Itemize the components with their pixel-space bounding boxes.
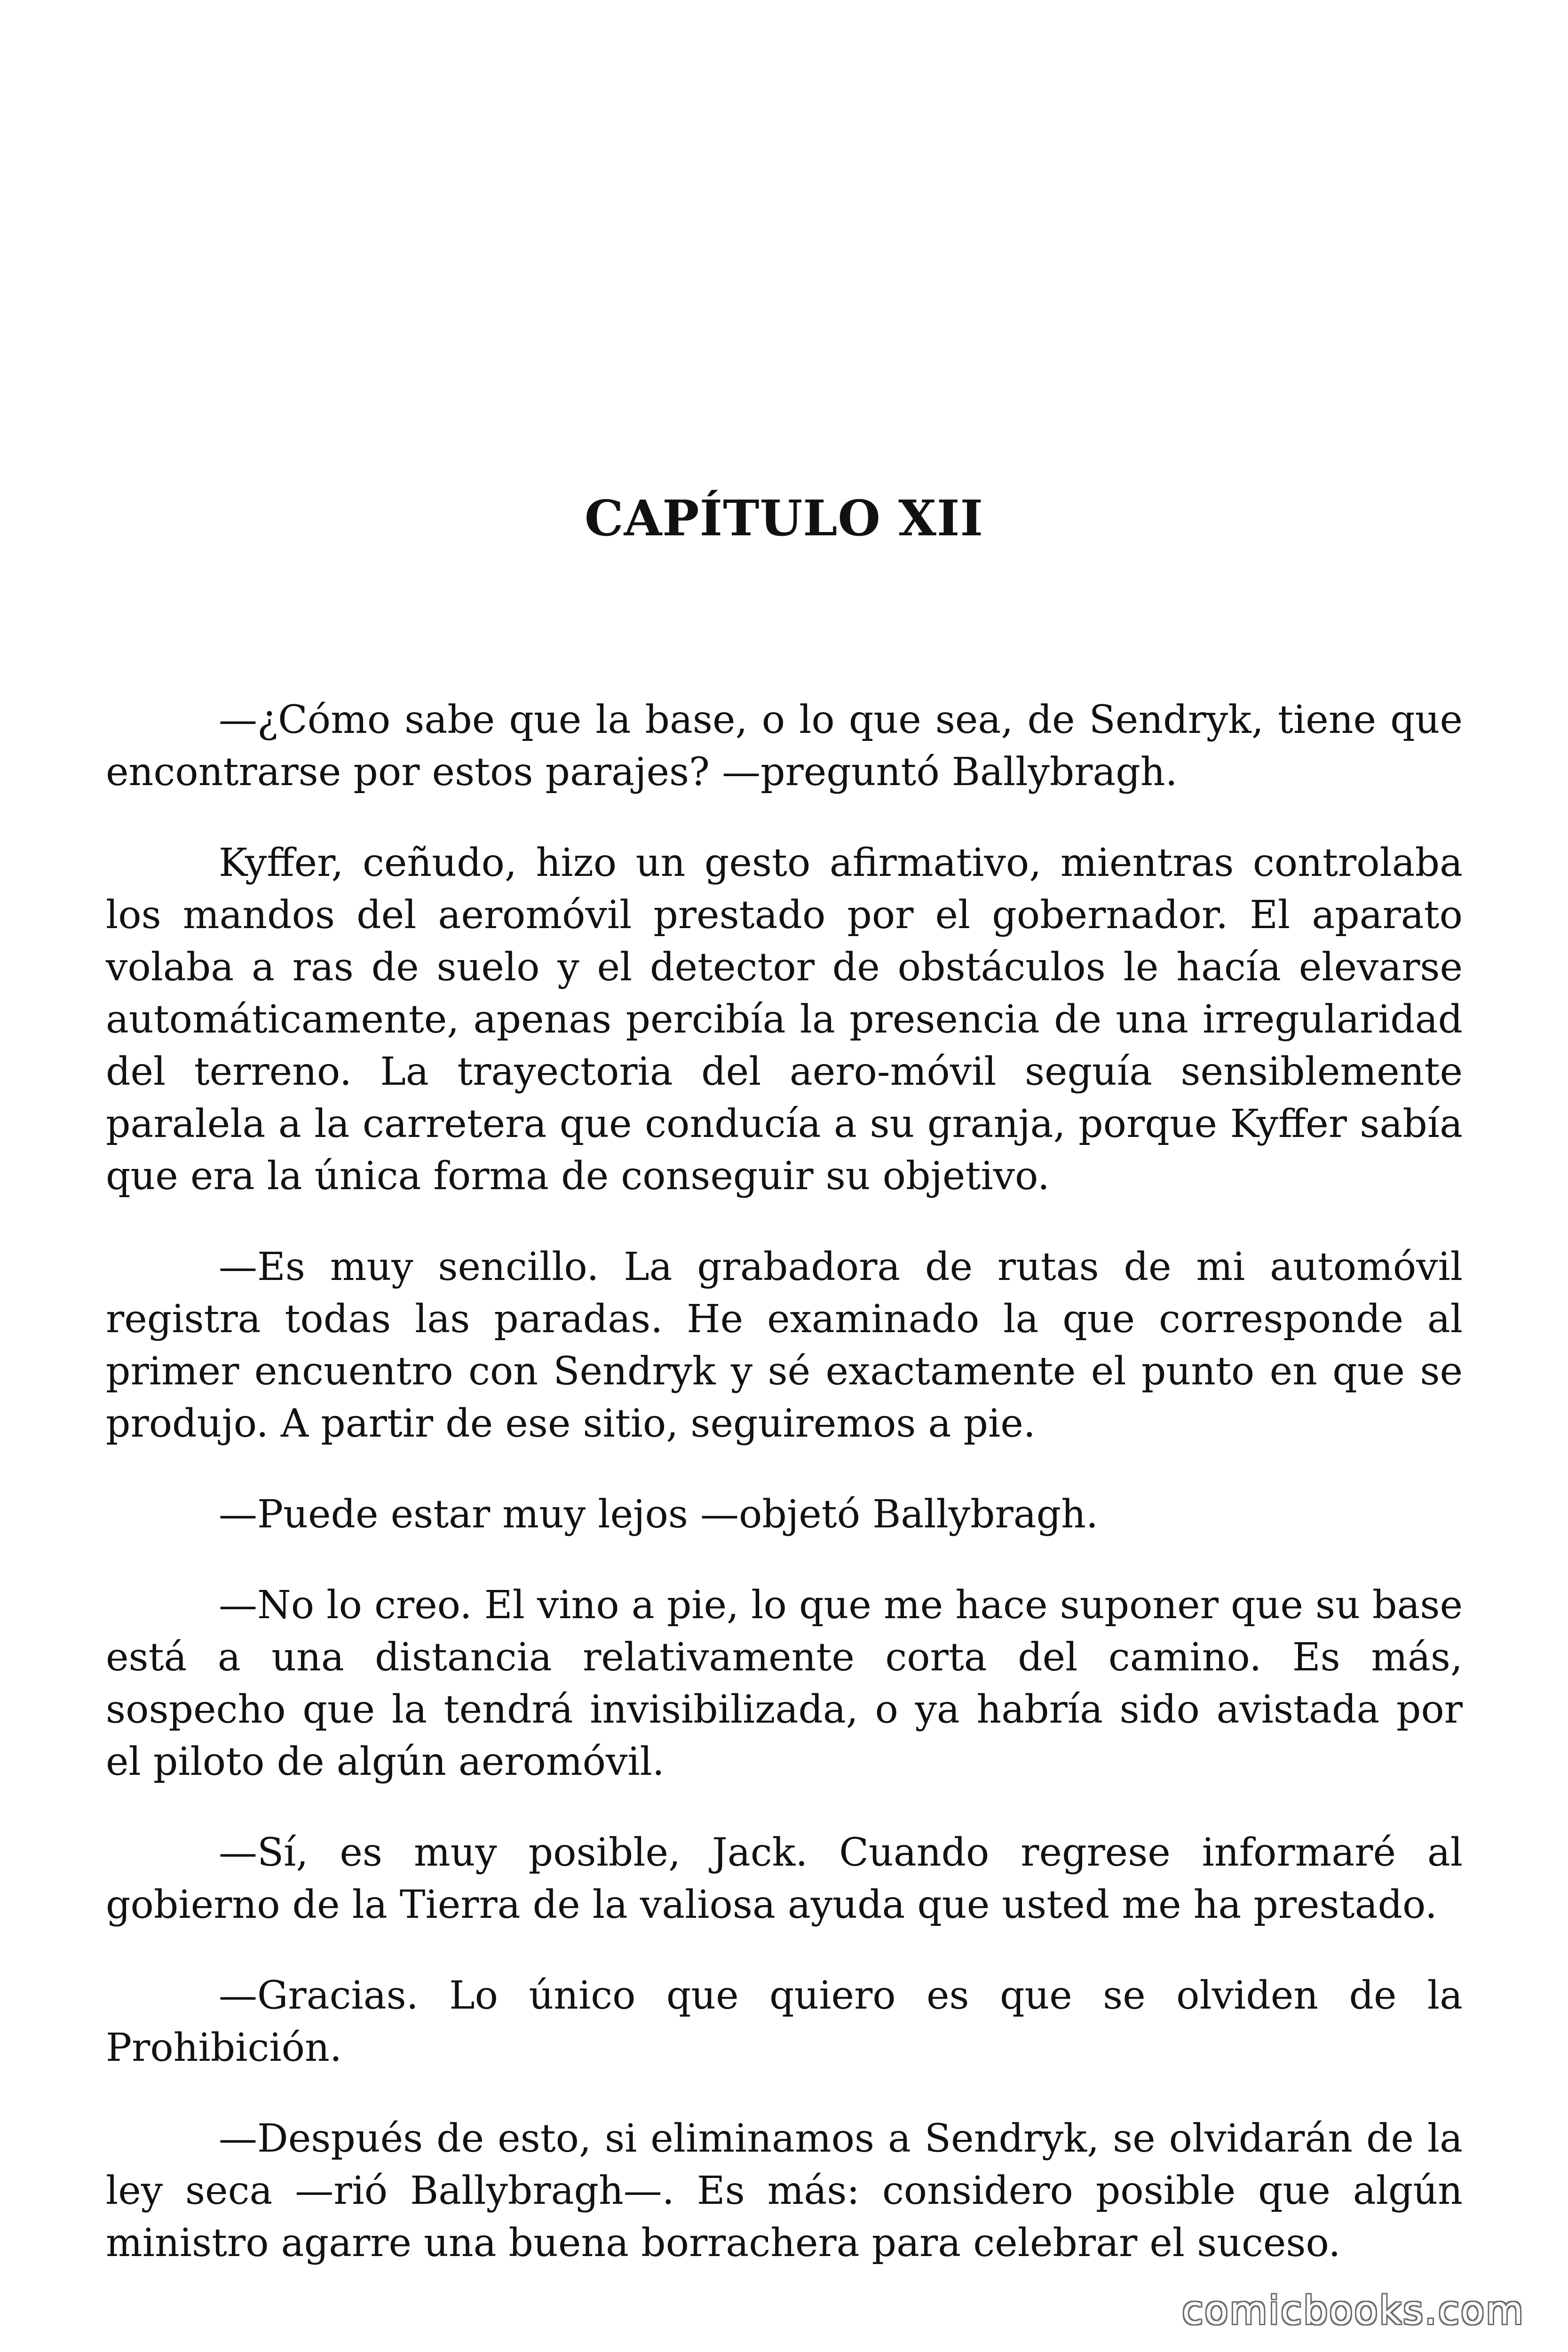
paragraph: —Puede estar muy lejos —objetó Ballybragh.: [219, 1492, 1099, 1537]
paragraph: Kyffer, ceñudo, hizo un gesto afirmativo, mientras controlaba los mandos del aeromóvil prestado por el gobernador. El aparato volaba a ras de suelo y el detector de obstáculos le hacía elevarse automáticamente, apenas percibía la presencia de una irregularidad del terreno. La trayectoria del aero-móvil seguía sensiblemente paralela a la carretera que conducía a su granja, porque Kyffer sabía que era la única forma de conseguir su objetivo.: [106, 841, 1463, 1199]
paragraph: —Sí, es muy posible, Jack. Cuando regrese informaré al gobierno de la Tierra de la valiosa ayuda que usted me ha prestado.: [106, 1830, 1463, 1927]
paragraph: —Después de esto, si eliminamos a Sendryk, se olvidarán de la ley seca —rió Ballybragh—. Es más: considero posible que algún ministro agarre una buena borrachera para celebrar el suceso.: [106, 2116, 1463, 2265]
paragraph: —¿Cómo sabe que la base, o lo que sea, de Sendryk, tiene que encontrarse por estos parajes? —preguntó Ballybragh.: [106, 698, 1463, 795]
watermark: comicbooks.com: [1182, 2288, 1525, 2333]
chapter-title: CAPÍTULO XII: [584, 489, 984, 547]
paragraph: —No lo creo. El vino a pie, lo que me hace suponer que su base está a una distancia relativamente corta del camino. Es más, sospecho que la tendrá invisibilizada, o ya habría sido avistada por el piloto de algún aeromóvil.: [106, 1583, 1463, 1784]
paragraph: —Gracias. Lo único que quiero es que se olviden de la Prohibición.: [106, 1973, 1463, 2070]
chapter-body: [106, 694, 1463, 2308]
paragraph: —Es muy sencillo. La grabadora de rutas de mi automóvil registra todas las paradas. He examinado la que corresponde al primer encuentro con Sendryk y sé exactamente el punto en que se produjo. A partir de ese sitio, seguiremos a pie.: [106, 1245, 1463, 1446]
